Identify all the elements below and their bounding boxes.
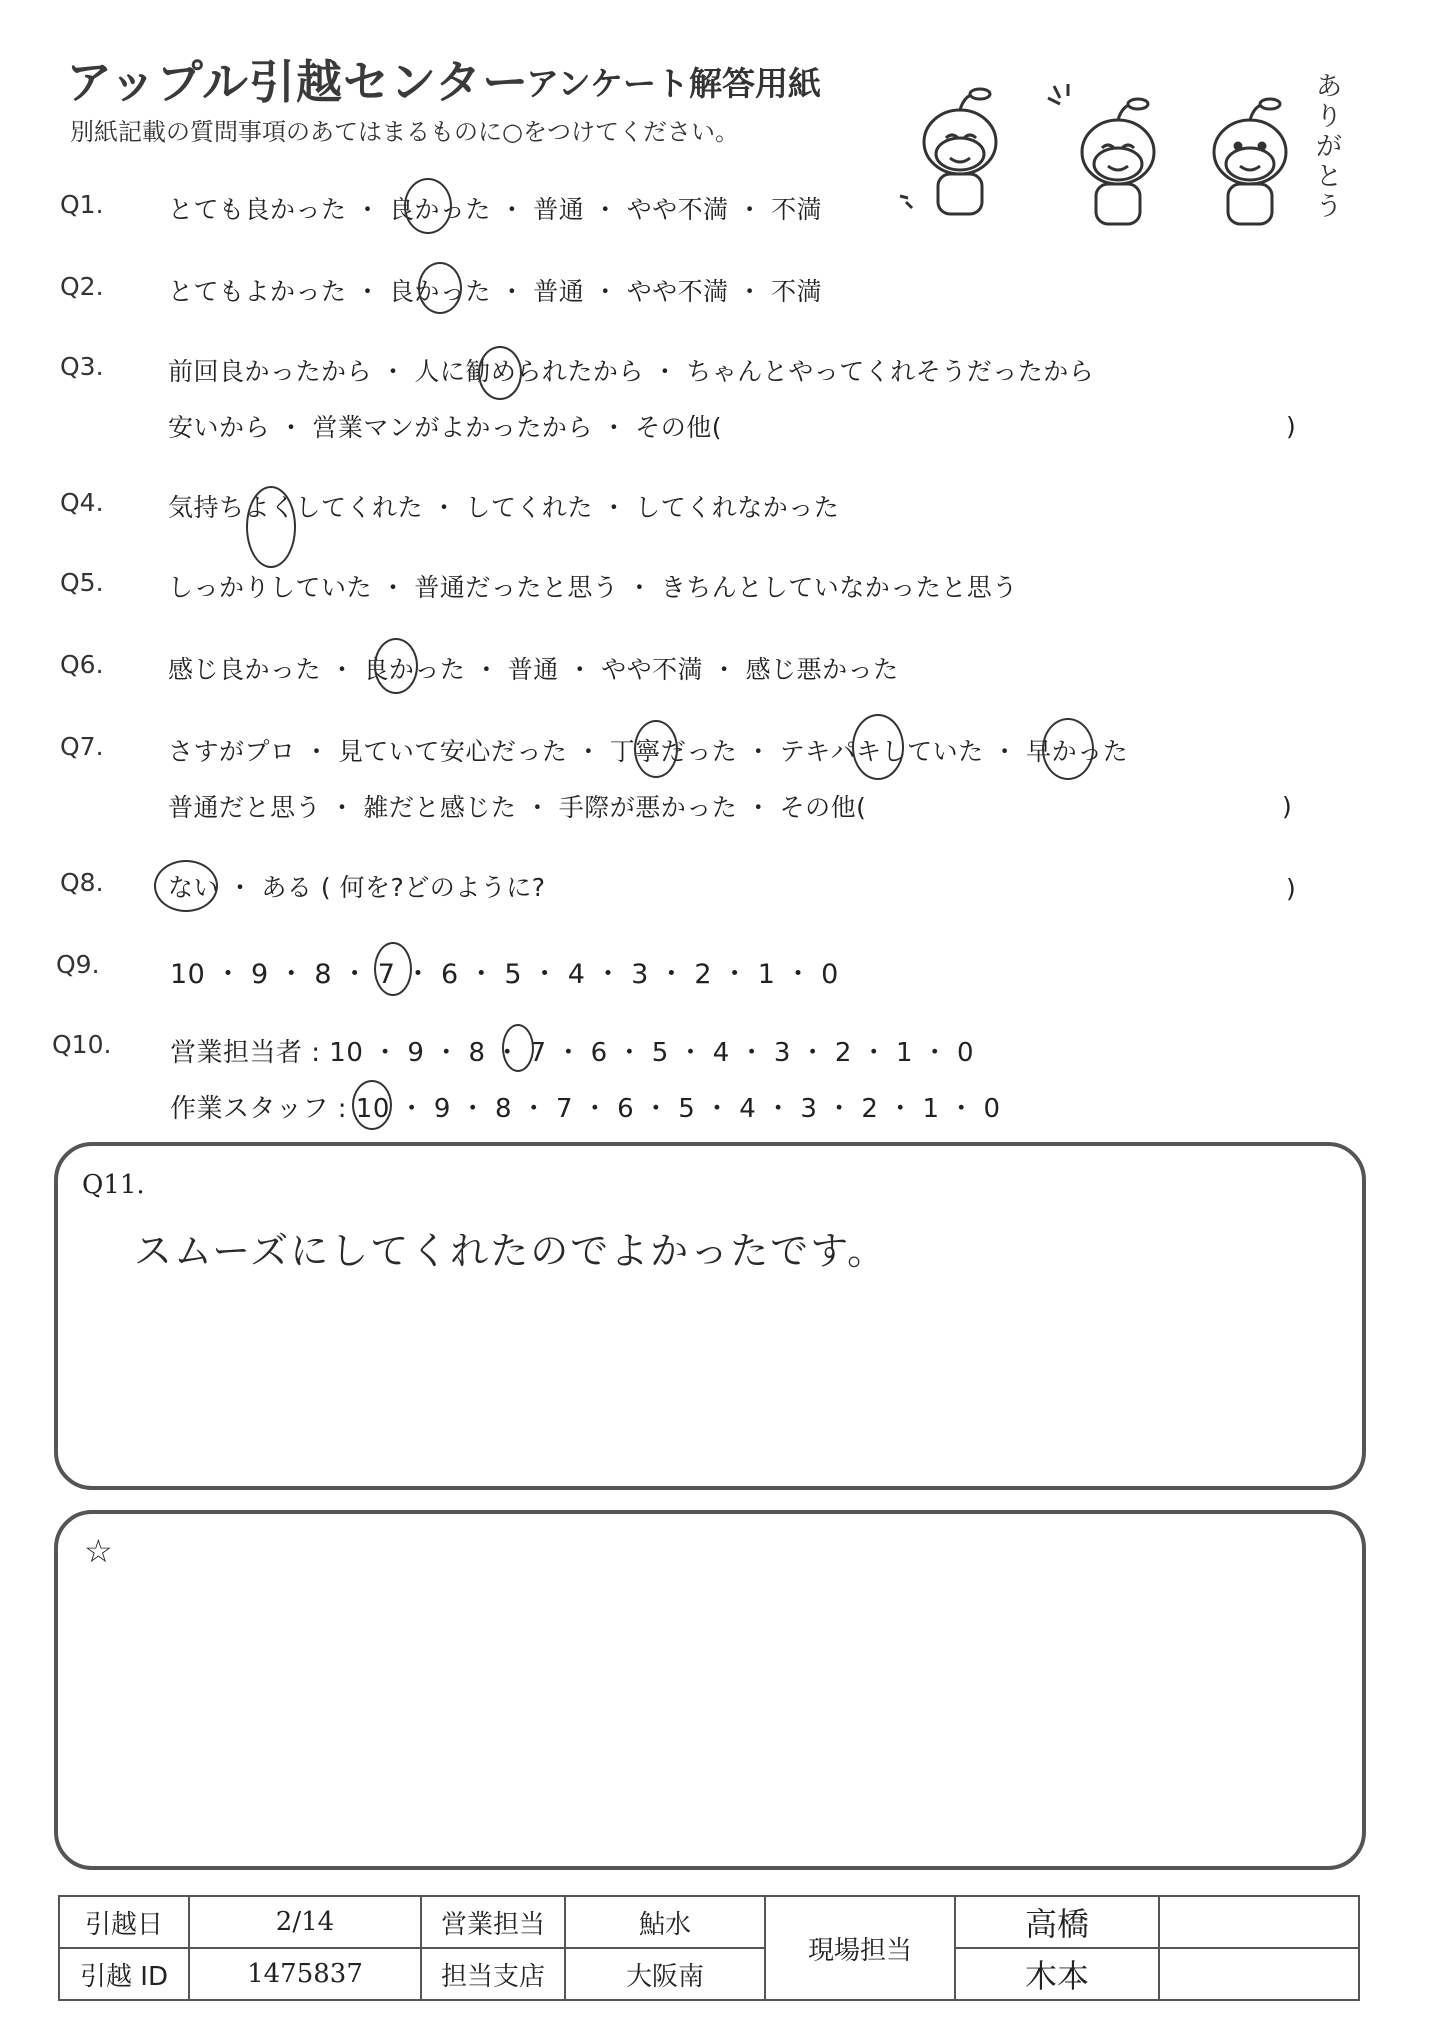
sales-staff-value: 鮎水 (565, 1896, 765, 1948)
sales-staff-label: 営業担当 (421, 1896, 565, 1948)
q8-close-paren: ) (1286, 874, 1296, 903)
site-staff-2: 木本 (955, 1948, 1159, 2000)
branch-label: 担当支店 (421, 1948, 565, 2000)
q7-label: Q7. (60, 732, 104, 761)
q5-label: Q5. (60, 568, 104, 597)
q10-staff-options: 作業スタッフ : 10 ・ 9 ・ 8 ・ 7 ・ 6 ・ 5 ・ 4 ・ 3 ・ 2 ・ 1 ・ 0 (170, 1094, 1001, 1124)
mascot-thanks-text: ありがとう (1316, 72, 1343, 222)
q10-sales-options: 営業担当者 : 10 ・ 9 ・ 8 ・ 7 ・ 6 ・ 5 ・ 4 ・ 3 ・ 2 ・ 1 ・ 0 (170, 1038, 975, 1068)
q9-label: Q9. (56, 950, 100, 979)
q11-comment-box (54, 1142, 1366, 1490)
site-staff-1: 高橋 (955, 1896, 1159, 1948)
q11-label: Q11. (82, 1170, 145, 1200)
instruction-text: 別紙記載の質問事項のあてはまるものに○をつけてください。 (70, 118, 739, 146)
star-icon: ☆ (84, 1532, 113, 1570)
q7-close-paren: ) (1282, 792, 1292, 821)
answer-circle-q10-staff (352, 1080, 392, 1130)
answer-circle-q9 (374, 942, 412, 996)
q5-options: しっかりしていた ・ 普通だったと思う ・ きちんとしていなかったと思う (168, 573, 1018, 602)
q9-options: 10 ・ 9 ・ 8 ・ 7 ・ 6 ・ 5 ・ 4 ・ 3 ・ 2 ・ 1 ・ 0 (170, 959, 839, 990)
answer-circle-q7-a (634, 720, 678, 778)
answer-circle-q1 (404, 178, 452, 234)
site-staff-empty-1 (1159, 1896, 1359, 1948)
q3-options-line1: 前回良かったから ・ 人に勧められたから ・ ちゃんとやってくれそうだったから (168, 357, 1095, 386)
page-subtitle: アンケート解答用紙 (526, 64, 822, 103)
q7-options-line2: 普通だと思う ・ 雑だと感じた ・ 手際が悪かった ・ その他( (168, 793, 867, 822)
move-id-label: 引越 ID (59, 1948, 189, 2000)
q11-comment-text: スムーズにしてくれたのでよかったです。 (134, 1229, 888, 1273)
site-staff-empty-2 (1159, 1948, 1359, 2000)
q1-options: とても良かった ・ 良かった ・ 普通 ・ やや不満 ・ 不満 (168, 195, 823, 224)
free-comment-box (54, 1510, 1366, 1870)
footer-info-table (58, 1895, 1360, 2001)
q6-options: 感じ良かった ・ 良かった ・ 普通 ・ やや不満 ・ 感じ悪かった (168, 655, 899, 684)
answer-circle-q2 (418, 262, 462, 314)
answer-circle-q6 (374, 638, 418, 694)
move-id-value: 1475837 (189, 1948, 421, 2000)
q3-close-paren: ) (1286, 412, 1296, 441)
answer-circle-q7-c (1042, 718, 1094, 780)
q7-options-line1: さすがプロ ・ 見ていて安心だった ・ 丁寧だった ・ テキパキしていた ・ 早かった (168, 737, 1129, 766)
answer-circle-q10-sales (502, 1024, 534, 1072)
q2-label: Q2. (60, 272, 104, 301)
move-date-value: 2/14 (189, 1896, 421, 1948)
move-date-label: 引越日 (59, 1896, 189, 1948)
site-staff-label: 現場担当 (765, 1896, 955, 2000)
q6-label: Q6. (60, 650, 104, 679)
q8-label: Q8. (60, 868, 104, 897)
monkey-mascots-icon (898, 58, 1350, 234)
q1-label: Q1. (60, 190, 104, 219)
q3-options-line2: 安いから ・ 営業マンがよかったから ・ その他( (168, 413, 723, 442)
q2-options: とてもよかった ・ 良かった ・ 普通 ・ やや不満 ・ 不満 (168, 277, 823, 306)
answer-circle-q3 (478, 346, 522, 400)
q10-label: Q10. (52, 1030, 112, 1059)
q4-options: 気持ちよくしてくれた ・ してくれた ・ してくれなかった (168, 493, 840, 522)
q4-label: Q4. (60, 488, 104, 517)
branch-value: 大阪南 (565, 1948, 765, 2000)
q8-options: ない ・ ある ( 何を?どのように? (168, 873, 546, 902)
answer-circle-q8 (154, 860, 218, 912)
mascot-illustration (898, 58, 1350, 234)
page-title: アップル引越センター (66, 55, 530, 109)
answer-circle-q7-b (852, 714, 904, 780)
answer-circle-q4 (246, 486, 296, 568)
q3-label: Q3. (60, 352, 104, 381)
